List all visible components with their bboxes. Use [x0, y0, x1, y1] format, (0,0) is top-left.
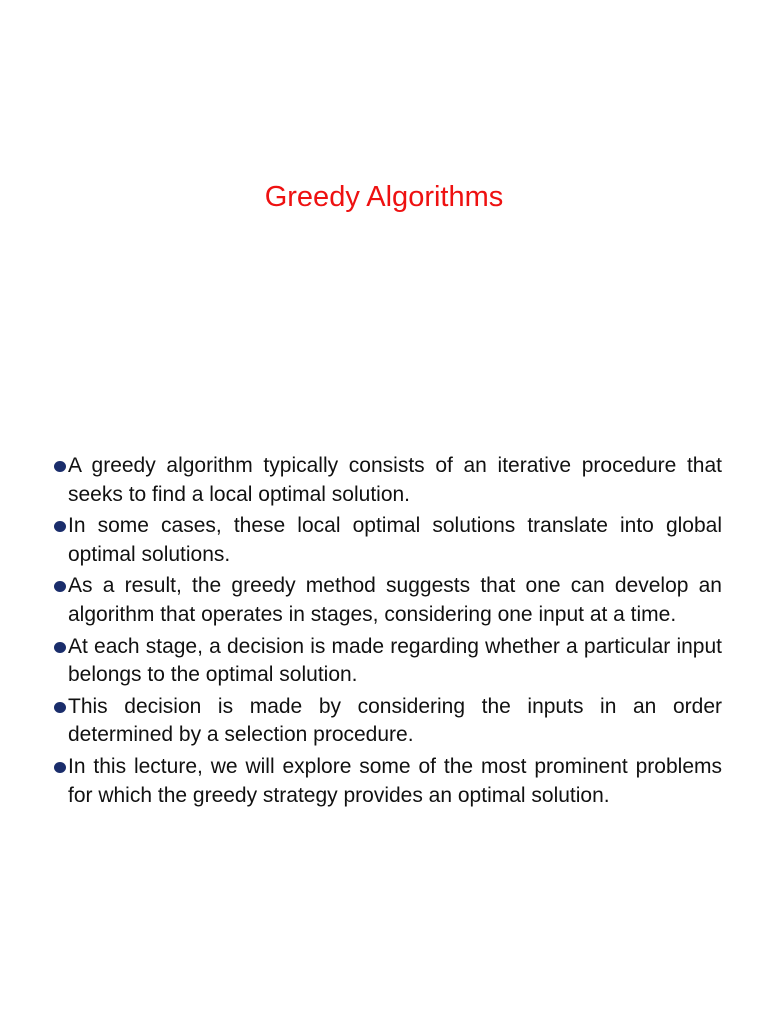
slide-title: Greedy Algorithms: [264, 181, 504, 214]
bullet-text: As a result, the greedy method suggests that one can develop an algorithm that operates in stages, considering one input at a time.: [68, 574, 722, 626]
bullet-text: At each stage, a decision is made regarding whether a particular input belongs to the optimal solution.: [68, 634, 722, 687]
bullet-item: [50, 753, 722, 810]
bullet-text: In some cases, these local optimal solutions translate into global optimal solutions.: [68, 514, 722, 566]
bullet-icon: [54, 521, 66, 532]
bullet-item: [50, 693, 722, 750]
bullet-text: This decision is made by considering the inputs in an order determined by a selection procedure.: [68, 694, 722, 747]
bullet-item: [50, 512, 722, 569]
bullet-icon: [54, 702, 66, 713]
bullet-text: A greedy algorithm typically consists of an iterative procedure that seeks to find a local optimal solution.: [68, 454, 722, 506]
bullet-icon: [54, 581, 66, 592]
bullet-item: [50, 633, 722, 690]
bullet-text: In this lecture, we will explore some of the most prominent problems for which the greedy strategy provides an optimal solution.: [68, 754, 722, 807]
bullet-item: [50, 572, 722, 629]
bullet-icon: [54, 642, 66, 653]
bullet-item: [50, 452, 722, 509]
bullet-icon: [54, 461, 66, 472]
bullet-list: [50, 452, 722, 813]
bullet-icon: [54, 762, 66, 773]
